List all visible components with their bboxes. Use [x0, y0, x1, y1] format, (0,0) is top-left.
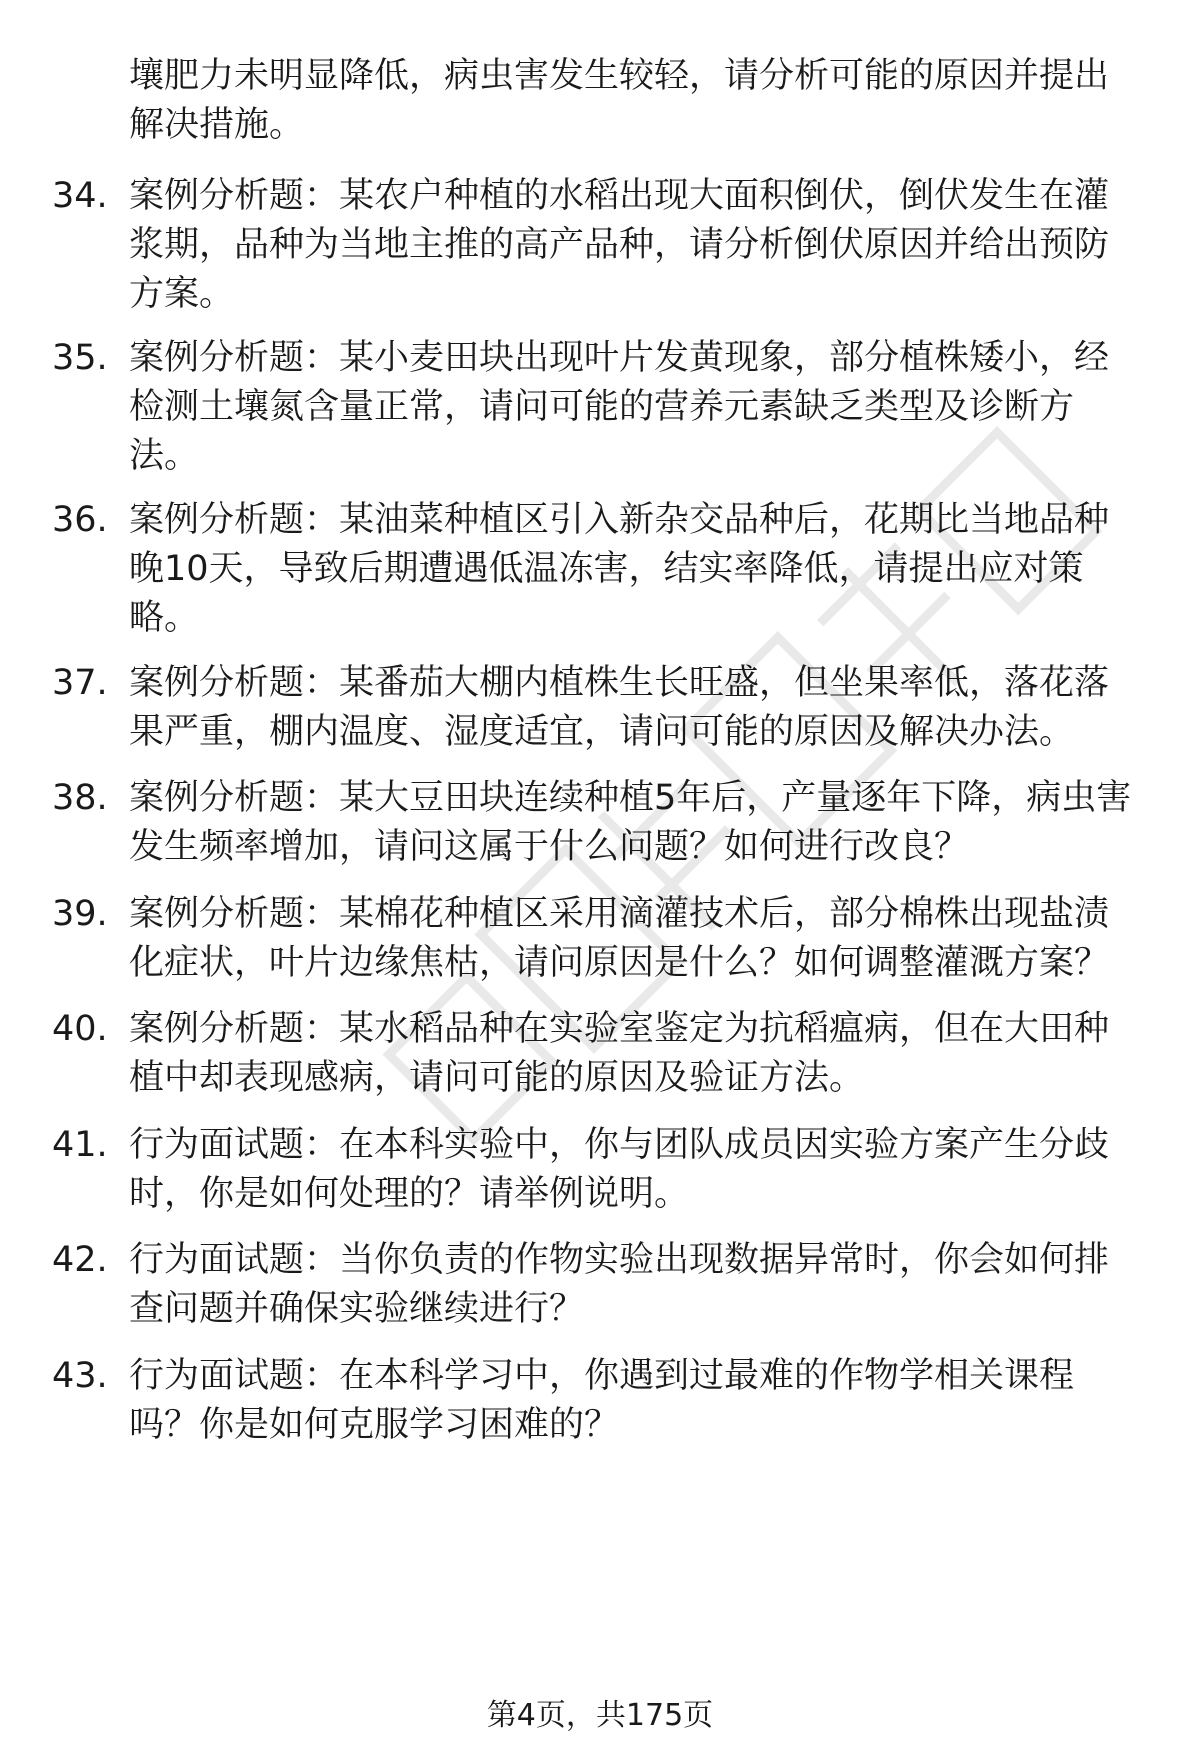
question-text — [129, 774, 1169, 872]
question-number: 40. — [52, 1009, 108, 1049]
question-line: 检测土壤氮含量正常，请问可能的营养元素缺乏类型及诊断方 — [129, 387, 1075, 427]
question-line: 法。 — [129, 436, 200, 476]
question-line: 案例分析题：某大豆田块连续种植5年后，产量逐年下降，病虫害 — [129, 778, 1132, 818]
question-text — [129, 1352, 1169, 1450]
question-number: 43. — [52, 1356, 108, 1396]
question-line: 发生频率增加，请问这属于什么问题？如何进行改良？ — [129, 827, 970, 867]
question-number: 38. — [52, 778, 108, 818]
question-line: 晚10天，导致后期遭遇低温冻害，结实率降低，请提出应对策 — [129, 549, 1084, 589]
continuation-line-1: 壤肥力未明显降低，病虫害发生较轻，请分析可能的原因并提出 — [129, 56, 1110, 96]
question-line: 略。 — [129, 598, 200, 638]
question-line: 案例分析题：某农户种植的水稻出现大面积倒伏，倒伏发生在灌 — [129, 176, 1110, 216]
question-line: 化症状，叶片边缘焦枯，请问原因是什么？如何调整灌溉方案？ — [129, 943, 1110, 983]
question-text — [129, 1236, 1169, 1334]
question-line: 吗？你是如何克服学习困难的？ — [129, 1405, 620, 1445]
question-line: 案例分析题：某水稻品种在实验室鉴定为抗稻瘟病，但在大田种 — [129, 1009, 1110, 1049]
question-line: 行为面试题：在本科实验中，你与团队成员因实验方案产生分歧 — [129, 1125, 1110, 1165]
question-line: 案例分析题：某番茄大棚内植株生长旺盛，但坐果率低，落花落 — [129, 663, 1110, 703]
question-number: 39. — [52, 894, 108, 934]
question-text — [129, 1121, 1169, 1219]
question-line: 果严重，棚内温度、湿度适宜，请问可能的原因及解决办法。 — [129, 712, 1075, 752]
question-text — [129, 1005, 1169, 1103]
question-number: 35. — [52, 338, 108, 378]
question-line: 案例分析题：某小麦田块出现叶片发黄现象，部分植株矮小，经 — [129, 338, 1110, 378]
question-line: 案例分析题：某棉花种植区采用滴灌技术后，部分棉株出现盐渍 — [129, 894, 1110, 934]
question-line: 查问题并确保实验继续进行？ — [129, 1289, 585, 1329]
question-text — [129, 890, 1169, 988]
page-number-footer: 第4页，共175页 — [486, 1698, 714, 1733]
question-line: 植中却表现感病，请问可能的原因及验证方法。 — [129, 1058, 865, 1098]
question-line: 方案。 — [129, 274, 235, 314]
question-number: 36. — [52, 500, 108, 540]
question-text — [129, 496, 1169, 643]
question-number: 37. — [52, 663, 108, 703]
question-text — [129, 659, 1169, 757]
question-line: 行为面试题：在本科学习中，你遇到过最难的作物学相关课程 — [129, 1356, 1075, 1396]
question-line: 案例分析题：某油菜种植区引入新杂交品种后，花期比当地品种 — [129, 500, 1110, 540]
question-number: 42. — [52, 1240, 108, 1280]
question-line: 时，你是如何处理的？请举例说明。 — [129, 1174, 690, 1214]
question-line: 行为面试题：当你负责的作物实验出现数据异常时，你会如何排 — [129, 1240, 1110, 1280]
question-number: 41. — [52, 1125, 108, 1165]
question-text — [129, 172, 1169, 319]
question-number: 34. — [52, 176, 108, 216]
question-line: 浆期，品种为当地主推的高产品种，请分析倒伏原因并给出预防 — [129, 225, 1110, 265]
continuation-line-2: 解决措施。 — [129, 105, 305, 145]
question-text — [129, 334, 1169, 481]
